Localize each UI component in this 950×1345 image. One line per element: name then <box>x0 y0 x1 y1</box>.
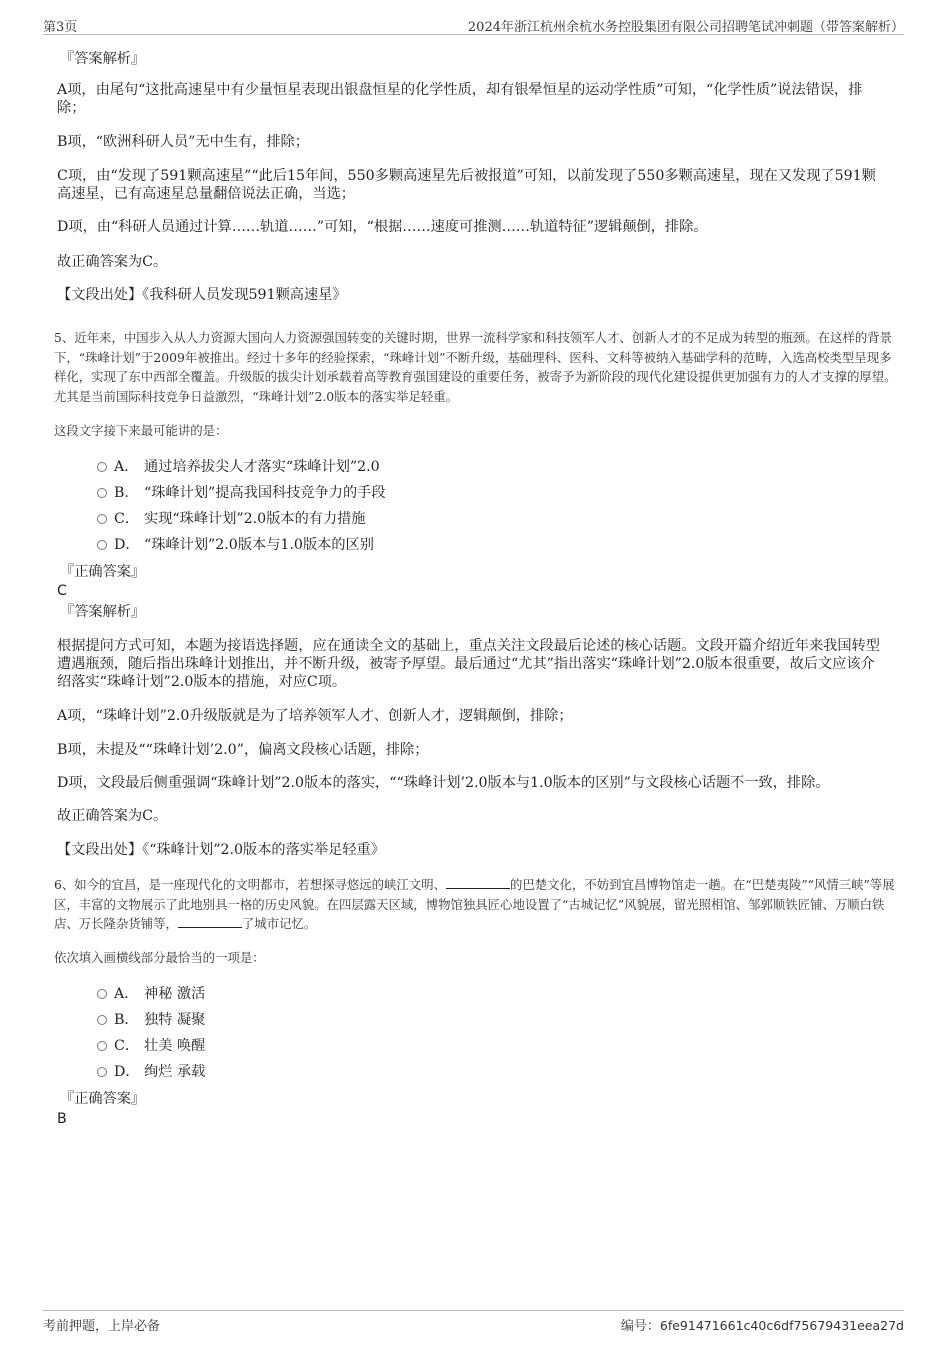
document-code: 编号：6fe91471661c40c6df75679431eea27d <box>620 1318 904 1334</box>
footer-slogan: 考前押题，上岸必备 <box>43 1319 161 1334</box>
question-6-option-d[interactable]: D． 绚烂 承载 <box>97 1063 205 1081</box>
answer-label: 『正确答案』 <box>60 564 146 580</box>
analysis-label: 『答案解析』 <box>60 604 146 620</box>
page-footer <box>43 1310 904 1333</box>
answer-value: C <box>57 583 67 599</box>
fill-blank-2[interactable] <box>178 916 242 928</box>
question-5-prompt: 这段文字接下来最可能讲的是： <box>54 423 228 438</box>
radio-icon[interactable] <box>97 462 107 472</box>
question-5-option-c[interactable]: C． 实现“珠峰计划”2.0版本的有力措施 <box>97 510 366 528</box>
question-6-option-a[interactable]: A． 神秘 激活 <box>97 985 205 1003</box>
radio-icon[interactable] <box>97 1015 107 1025</box>
question-5-option-a[interactable]: A． 通过培养拔尖人才落实“珠峰计划”2.0 <box>97 458 380 476</box>
document-title: 2024年浙江杭州余杭水务控股集团有限公司招聘笔试冲刺题（带答案解析） <box>467 20 904 35</box>
question-5-option-d[interactable]: D． “珠峰计划”2.0版本与1.0版本的区别 <box>97 536 374 554</box>
fill-blank-1[interactable] <box>446 877 510 889</box>
analysis-label: 『答案解析』 <box>60 51 146 67</box>
radio-icon[interactable] <box>97 488 107 498</box>
analysis-option-a: A项，“珠峰计划”2.0升级版就是为了培养领军人才、创新人才，逻辑颠倒，排除； <box>57 708 573 724</box>
page-number: 第3页 <box>43 20 78 35</box>
radio-icon[interactable] <box>97 540 107 550</box>
question-6-option-b[interactable]: B． 独特 凝聚 <box>97 1011 205 1029</box>
conclusion: 故正确答案为C。 <box>57 254 168 270</box>
answer-label: 『正确答案』 <box>60 1091 146 1107</box>
analysis-option-a: A项，由尾句“这批高速星中有少量恒星表现出银盘恒星的化学性质，却有银晕恒星的运动学性质”可知，“化学性质”说法错误，排除； <box>57 82 863 116</box>
question-6-stem: 6、如今的宜昌，是一座现代化的文明都市，若想探寻悠远的峡江文明、 的巴楚文化，不妨到宜昌博物馆走一趟。在“巴楚夷陵”“风情三峡”等展区，丰富的文物展示了此地别具一格的历史风貌。在四层露天区域，博物馆独具匠心地设置了“古城记忆”风貌展，留光照相馆、邹郭顺铁匠铺、万顺白铁店、万长隆杂货铺等， 了城市记忆。 <box>54 877 895 931</box>
conclusion: 故正确答案为C。 <box>57 808 168 824</box>
radio-icon[interactable] <box>97 1041 107 1051</box>
question-5-stem: 5、近年来，中国步入从人力资源大国向人力资源强国转变的关键时期，世界一流科学家和科技领军人才、创新人才的不足成为转型的瓶颈。在这样的背景下，“珠峰计划”于2009年被推出。经过十多年的经验探索，“珠峰计划”不断升级，基础理科、医科、文科等被纳入基础学科的范畴，入选高校类型呈现多样化，实现了东中西部全覆盖。升级版的拔尖计划承载着高等教育强国建设的重要任务，被寄予为新阶段的现代化建设提供更加强有力的人才支撑的厚望。尤其是当前国际科技竞争日益激烈，“珠峰计划”2.0版本的落实举足轻重。 <box>54 330 897 404</box>
analysis-option-d: D项，由“科研人员通过计算……轨道……”可知，“根据……速度可推测……轨道特征”逻辑颠倒，排除。 <box>57 219 708 235</box>
answer-value: B <box>57 1111 67 1127</box>
question-5-option-b[interactable]: B． “珠峰计划”提高我国科技竞争力的手段 <box>97 484 386 502</box>
analysis-option-c: C项，由“发现了591颗高速星”“此后15年间，550多颗高速星先后被报道”可知，以前发现了550多颗高速星，现在又发现了591颗高速星，已有高速星总量翻倍说法正确，当选； <box>57 168 876 202</box>
analysis-option-d: D项，文段最后侧重强调“珠峰计划”2.0版本的落实，““珠峰计划’2.0版本与1.0版本的区别”与文段核心话题不一致，排除。 <box>57 775 830 791</box>
radio-icon[interactable] <box>97 989 107 999</box>
question-6-option-c[interactable]: C． 壮美 唤醒 <box>97 1037 205 1055</box>
analysis-body: 根据提问方式可知，本题为接语选择题，应在通读全文的基础上，重点关注文段最后论述的核心话题。文段开篇介绍近年来我国转型遭遇瓶颈，随后指出珠峰计划推出，并不断升级，被寄予厚望。最后通过“尤其”指出落实“珠峰计划”2.0版本很重要，故后文应该介绍落实“珠峰计划”2.0版本的措施，对应C项。 <box>57 638 880 690</box>
radio-icon[interactable] <box>97 514 107 524</box>
source: 【文段出处】《“珠峰计划”2.0版本的落实举足轻重》 <box>57 842 385 858</box>
source: 【文段出处】《我科研人员发现591颗高速星》 <box>57 287 347 303</box>
question-6-prompt: 依次填入画横线部分最恰当的一项是： <box>54 950 265 965</box>
radio-icon[interactable] <box>97 1067 107 1077</box>
analysis-option-b: B项，“欧洲科研人员”无中生有，排除； <box>57 134 309 150</box>
page-header <box>43 14 904 35</box>
analysis-option-b: B项，未提及““珠峰计划’2.0”，偏离文段核心话题，排除； <box>57 742 429 758</box>
